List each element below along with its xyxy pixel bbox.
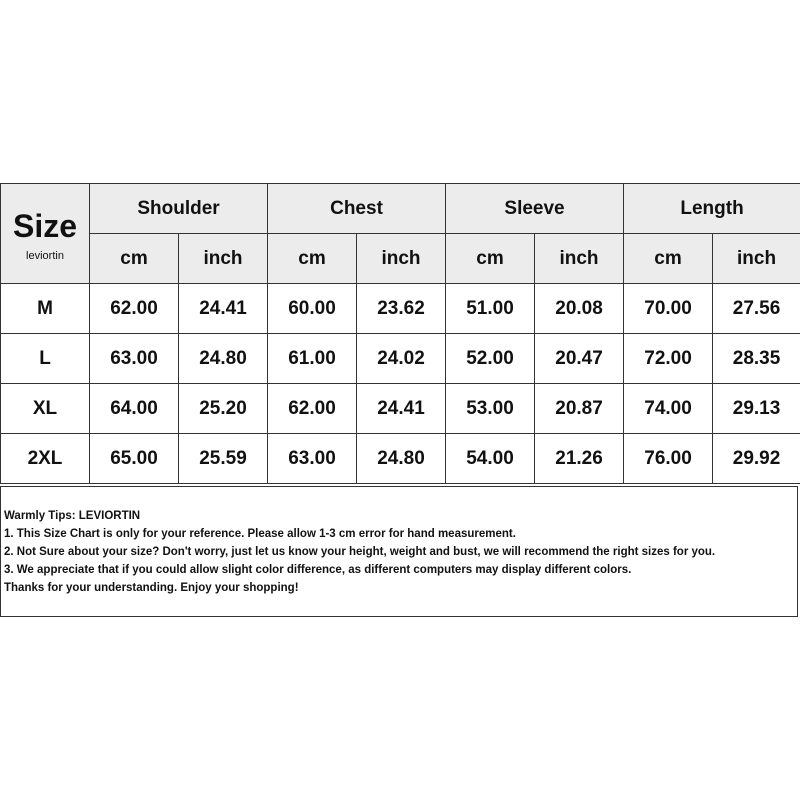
table-cell: 64.00 xyxy=(90,384,179,434)
table-cell: 76.00 xyxy=(624,434,713,484)
table-cell: 23.62 xyxy=(357,284,446,334)
table-row xyxy=(1,434,800,484)
unit-header: inch xyxy=(713,234,800,284)
unit-header: cm xyxy=(90,234,179,284)
table-cell: 74.00 xyxy=(624,384,713,434)
tips-closing: Thanks for your understanding. Enjoy your shopping! xyxy=(4,582,299,594)
size-header-cell xyxy=(1,184,90,284)
table-cell: 61.00 xyxy=(268,334,357,384)
header-row-units xyxy=(1,234,800,284)
table-cell: 70.00 xyxy=(624,284,713,334)
table-cell: 53.00 xyxy=(446,384,535,434)
table-row xyxy=(1,284,800,334)
size-label-cell: XL xyxy=(1,384,90,434)
table-cell: 24.02 xyxy=(357,334,446,384)
table-cell: 52.00 xyxy=(446,334,535,384)
table-cell: 24.80 xyxy=(357,434,446,484)
unit-header: inch xyxy=(179,234,268,284)
table-row xyxy=(1,384,800,434)
table-cell: 24.80 xyxy=(179,334,268,384)
tips-heading: Warmly Tips: LEVIORTIN xyxy=(4,510,141,522)
size-label-cell: L xyxy=(1,334,90,384)
table-cell: 63.00 xyxy=(268,434,357,484)
unit-header: cm xyxy=(268,234,357,284)
table-cell: 20.87 xyxy=(535,384,624,434)
table-cell: 51.00 xyxy=(446,284,535,334)
table-cell: 65.00 xyxy=(90,434,179,484)
table-cell: 63.00 xyxy=(90,334,179,384)
tips-line: 1. This Size Chart is only for your reference. Please allow 1-3 cm error for hand measurement. xyxy=(4,528,516,540)
table-row xyxy=(1,334,800,384)
table-cell: 24.41 xyxy=(179,284,268,334)
group-header-sleeve: Sleeve xyxy=(446,184,624,234)
brand-label: leviortin xyxy=(26,249,64,262)
table-cell: 25.59 xyxy=(179,434,268,484)
tips-box xyxy=(0,486,798,617)
tips-line: 3. We appreciate that if you could allow slight color difference, as different computers may display different colors. xyxy=(4,564,632,576)
group-header-chest: Chest xyxy=(268,184,446,234)
table-cell: 62.00 xyxy=(268,384,357,434)
tips-line: 2. Not Sure about your size? Don't worry, just let us know your height, weight and bust, we will recommend the right sizes for you. xyxy=(4,546,716,558)
unit-header: inch xyxy=(535,234,624,284)
unit-header: inch xyxy=(357,234,446,284)
size-label-cell: M xyxy=(1,284,90,334)
table-cell: 54.00 xyxy=(446,434,535,484)
table-cell: 25.20 xyxy=(179,384,268,434)
group-header-length: Length xyxy=(624,184,800,234)
table-cell: 62.00 xyxy=(90,284,179,334)
table-cell: 29.13 xyxy=(713,384,800,434)
unit-header: cm xyxy=(446,234,535,284)
size-chart-table xyxy=(0,183,800,484)
header-row-groups xyxy=(1,184,800,234)
table-cell: 20.08 xyxy=(535,284,624,334)
size-label-cell: 2XL xyxy=(1,434,90,484)
table-cell: 20.47 xyxy=(535,334,624,384)
table-cell: 60.00 xyxy=(268,284,357,334)
unit-header: cm xyxy=(624,234,713,284)
table-cell: 28.35 xyxy=(713,334,800,384)
table-cell: 72.00 xyxy=(624,334,713,384)
table-cell: 24.41 xyxy=(357,384,446,434)
table-cell: 21.26 xyxy=(535,434,624,484)
table-cell: 27.56 xyxy=(713,284,800,334)
group-header-shoulder: Shoulder xyxy=(90,184,268,234)
size-title: Size xyxy=(12,207,78,244)
table-cell: 29.92 xyxy=(713,434,800,484)
